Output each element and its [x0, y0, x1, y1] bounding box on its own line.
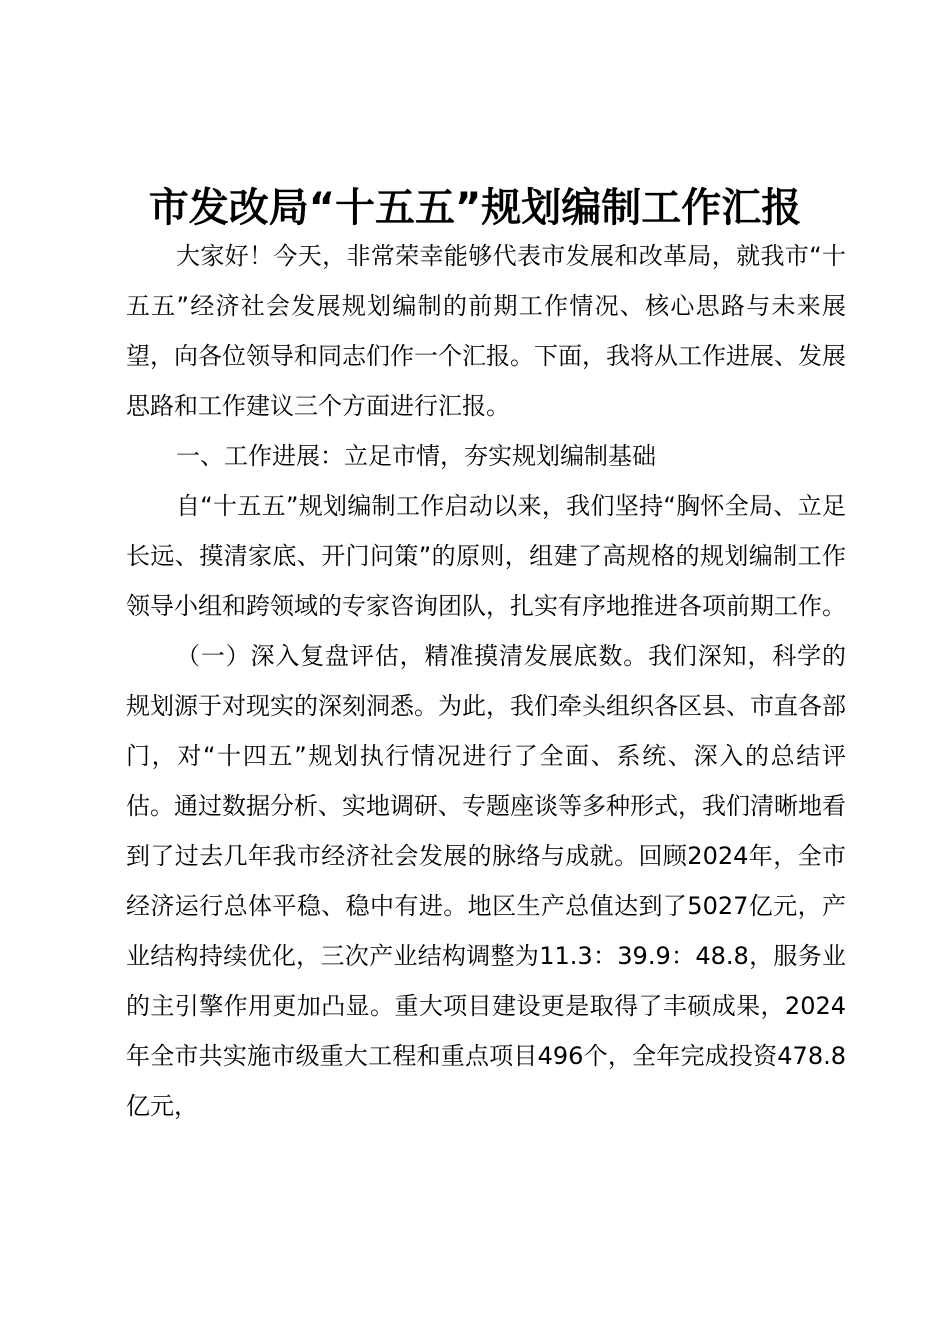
- document-title: 市发改局“十五五”规划编制工作汇报: [148, 185, 802, 231]
- evaluation-paragraph: （一）深入复盘评估，精准摸清发展底数。我们深知，科学的规划源于对现实的深刻洞悉。为此，我们牵头组织各区县、市直各部门，对“十四五”规划执行情况进行了全面、系统、深入的总结评估。通过数据分析、实地调研、专题座谈等多种形式，我们清晰地看到了过去几年我市经济社会发展的脉络与成就。回顾2024年，全市经济运行总体平稳、稳中有进。地区生产总值达到了5027亿元，产业结构持续优化，三次产业结构调整为11.3：39.9：48.8，服务业的主引擎作用更加凸显。重大项目建设更是取得了丰硕成果，2024年全市共实施市级重大工程和重点项目496个，全年完成投资478.8亿元，: [126, 642, 846, 1120]
- section-heading-1: 一、工作进展：立足市情，夯实规划编制基础: [176, 442, 656, 470]
- document-body: [126, 231, 846, 1131]
- opening-paragraph: 大家好！今天，非常荣幸能够代表市发展和改革局，就我市“十五五”经济社会发展规划编制的前期工作情况、核心思路与未来展望，向各位领导和同志们作一个汇报。下面，我将从工作进展、发展思路和工作建议三个方面进行汇报。: [126, 242, 846, 420]
- progress-paragraph: 自“十五五”规划编制工作启动以来，我们坚持“胸怀全局、立足长远、摸清家底、开门问策”的原则，组建了高规格的规划编制工作领导小组和跨领域的专家咨询团队，扎实有序地推进各项前期工作。: [126, 492, 846, 620]
